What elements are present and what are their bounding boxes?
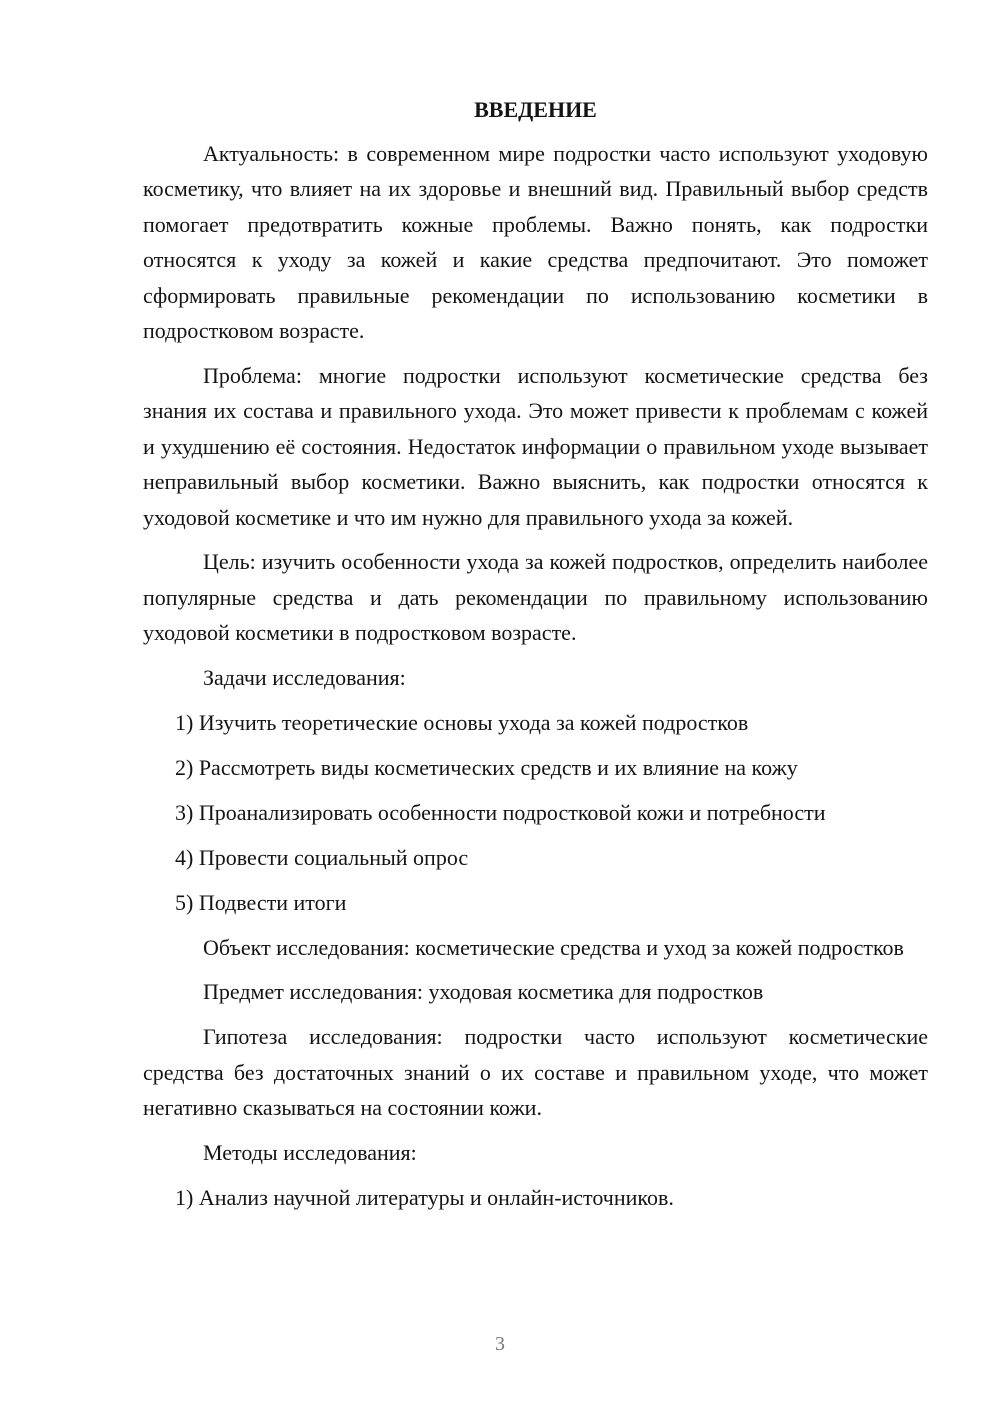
list-item: 5) Подвести итоги — [175, 889, 347, 915]
page-title: ВВЕДЕНИЕ — [474, 97, 597, 122]
paragraph-hypothesis: Гипотеза исследования: подростки часто используют косметические средства без достаточных знаний о их составе и правильном уходе, что может негативно сказываться на состоянии кожи. — [143, 1024, 928, 1120]
list-item: 4) Провести социальный опрос — [175, 844, 469, 870]
list-item: 2) Рассмотреть виды косметических средств и их влияние на кожу — [175, 754, 798, 780]
paragraph-problem: Проблема: многие подростки используют косметические средства без знания их состава и правильного ухода. Это может привести к проблемам с кожей и ухудшению её состояния. Недостаток информации о правильном уходе вызывает неправильный выбор косметики. Важно выяснить, как подростки относятся к уходовой косметике и что им нужно для правильного ухода за кожей. — [143, 362, 928, 530]
paragraph-object: Объект исследования: косметические средства и уход за кожей подростков — [203, 934, 904, 960]
methods-list — [143, 1180, 928, 1216]
methods-heading: Методы исследования: — [203, 1139, 417, 1165]
list-item: 1) Изучить теоретические основы ухода за кожей подростков — [175, 709, 749, 735]
page-number: 3 — [495, 1333, 505, 1355]
paragraph-subject: Предмет исследования: уходовая косметика для подростков — [203, 979, 764, 1004]
tasks-heading: Задачи исследования: — [203, 664, 406, 690]
paragraph-relevance: Актуальность: в современном мире подростки часто используют уходовую косметику, что влияет на их здоровье и внешний вид. Правильный выбор средств помогает предотвратить кожные проблемы. Важно понять, как подростки относятся к уходу за кожей и какие средства предпочитают. Это поможет сформировать правильные рекомендации по использованию косметики в подростковом возрасте. — [143, 140, 928, 343]
tasks-list — [143, 705, 928, 921]
paragraph-goal: Цель: изучить особенности ухода за кожей подростков, определить наиболее популярные средства и дать рекомендации по правильному использованию уходовой косметики в подростковом возрасте. — [143, 549, 928, 645]
document-body — [143, 92, 928, 1225]
list-item: 3) Проанализировать особенности подростковой кожи и потребности — [175, 799, 826, 825]
list-item: 1) Анализ научной литературы и онлайн-источников. — [175, 1184, 674, 1210]
